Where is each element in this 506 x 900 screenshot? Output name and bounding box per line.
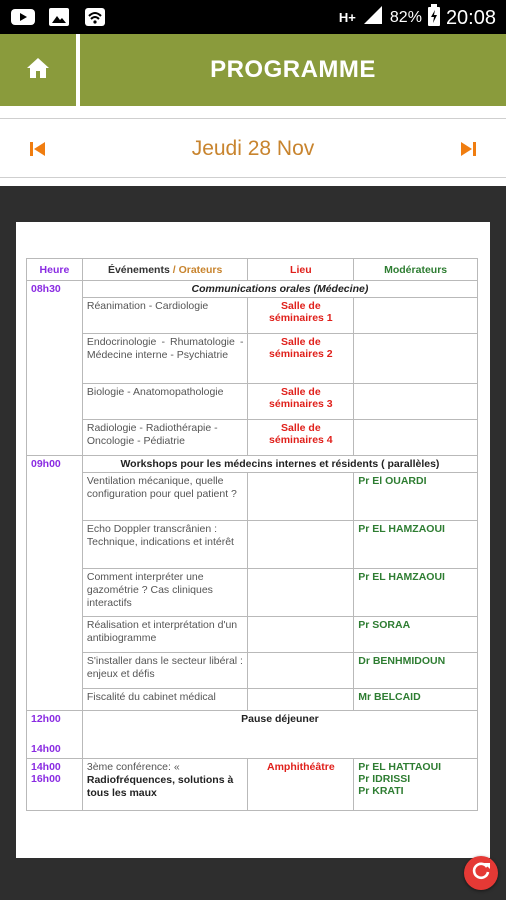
moderator-cell: Dr BENHMIDOUN <box>354 653 478 689</box>
moderator-cell <box>354 420 478 456</box>
current-date: Jeudi 28 Nov <box>191 137 315 160</box>
moderator-cell <box>354 334 478 384</box>
table-row <box>27 521 478 569</box>
program-page <box>16 222 490 858</box>
event-cell: Endocrinologie - Rhumatologie - Médecine interne - Psychiatrie <box>82 334 248 384</box>
moderator-cell <box>354 298 478 334</box>
session-row <box>27 281 478 298</box>
table-row <box>27 689 478 711</box>
next-day-button[interactable] <box>456 137 480 161</box>
time-cell: 08h30 <box>27 281 83 456</box>
table-row <box>27 334 478 384</box>
refresh-button[interactable] <box>464 856 498 890</box>
event-title: Radiofréquences, solutions à tous les maux <box>86 774 234 799</box>
lieu-cell: Salle de séminaires 1 <box>248 298 354 334</box>
header-evenements-orateurs <box>82 259 248 281</box>
battery-icon <box>428 4 440 32</box>
lieu-cell: Salle de séminaires 2 <box>248 334 354 384</box>
moderator-name: Pr IDRISSI <box>358 773 411 785</box>
home-icon <box>25 56 51 85</box>
signal-icon <box>362 5 384 31</box>
moderator-cell: Mr BELCAID <box>354 689 478 711</box>
table-row <box>27 569 478 617</box>
table-row <box>27 759 478 811</box>
moderator-cell <box>354 384 478 420</box>
event-line: 3ème conférence: « <box>86 761 180 773</box>
event-cell: Biologie - Anatomopathologie <box>82 384 248 420</box>
youtube-icon <box>10 6 36 28</box>
moderator-name: Pr KRATI <box>358 785 404 797</box>
status-bar <box>0 0 506 34</box>
app-bar <box>0 34 506 106</box>
event-cell: Réanimation - Cardiologie <box>82 298 248 334</box>
table-row <box>27 711 478 759</box>
date-navigation <box>0 118 506 178</box>
lieu-cell <box>248 473 354 521</box>
network-type: H+ <box>338 10 356 25</box>
event-cell: Réalisation et interprétation d'un antibiogramme <box>82 617 248 653</box>
event-cell <box>82 759 248 811</box>
table-row <box>27 298 478 334</box>
moderator-cell <box>354 759 478 811</box>
event-cell: Radiologie - Radiothérapie - Oncologie - Pédiatrie <box>82 420 248 456</box>
lieu-cell: Salle de séminaires 3 <box>248 384 354 420</box>
header-orateurs: Orateurs <box>178 263 223 276</box>
table-row <box>27 653 478 689</box>
event-cell: S'installer dans le secteur libéral : enjeux et défis <box>82 653 248 689</box>
moderator-name: Pr EL HATTAOUI <box>358 761 442 773</box>
refresh-icon <box>470 860 492 887</box>
program-table <box>26 258 478 811</box>
moderator-cell: Pr EL HAMZAOUI <box>354 521 478 569</box>
moderator-cell: Pr El OUARDI <box>354 473 478 521</box>
gallery-icon <box>46 6 72 28</box>
moderator-cell: Pr EL HAMZAOUI <box>354 569 478 617</box>
header-heure: Heure <box>27 259 83 281</box>
home-button[interactable] <box>0 34 76 106</box>
lieu-cell <box>248 653 354 689</box>
start-time: 14h00 <box>31 761 61 773</box>
lieu-cell <box>248 617 354 653</box>
clock: 20:08 <box>445 6 496 29</box>
lieu-cell <box>248 689 354 711</box>
header-moderateurs: Modérateurs <box>354 259 478 281</box>
table-header-row <box>27 259 478 281</box>
end-time: 14h00 <box>31 743 61 755</box>
skip-next-icon <box>456 148 480 165</box>
event-cell: Echo Doppler transcrânien : Technique, indications et intérêt <box>82 521 248 569</box>
document-viewer[interactable] <box>0 186 506 900</box>
session-row <box>27 456 478 473</box>
session-title: Pause déjeuner <box>82 711 477 759</box>
header-evenements: Événements <box>107 263 170 276</box>
time-cell <box>27 711 83 759</box>
header-slash: / <box>169 263 179 276</box>
table-row <box>27 473 478 521</box>
table-row <box>27 420 478 456</box>
lieu-cell <box>248 521 354 569</box>
wifi-icon <box>82 6 108 28</box>
lieu-cell <box>248 569 354 617</box>
battery-level: 82% <box>389 9 422 26</box>
end-time: 16h00 <box>31 773 61 785</box>
lieu-cell: Amphithéâtre <box>248 759 354 811</box>
moderator-cell: Pr SORAA <box>354 617 478 653</box>
page-title: PROGRAMME <box>210 56 376 83</box>
event-cell: Comment interpréter une gazométrie ? Cas cliniques interactifs <box>82 569 248 617</box>
time-cell <box>27 759 83 811</box>
header-lieu: Lieu <box>248 259 354 281</box>
table-row <box>27 617 478 653</box>
table-row <box>27 384 478 420</box>
start-time: 12h00 <box>31 713 61 725</box>
event-cell: Ventilation mécanique, quelle configuration pour quel patient ? <box>82 473 248 521</box>
event-cell: Fiscalité du cabinet médical <box>82 689 248 711</box>
session-title: Workshops pour les médecins internes et résidents ( parallèles) <box>82 456 477 473</box>
session-title: Communications orales (Médecine) <box>82 281 477 298</box>
lieu-cell: Salle de séminaires 4 <box>248 420 354 456</box>
time-cell: 09h00 <box>27 456 83 711</box>
